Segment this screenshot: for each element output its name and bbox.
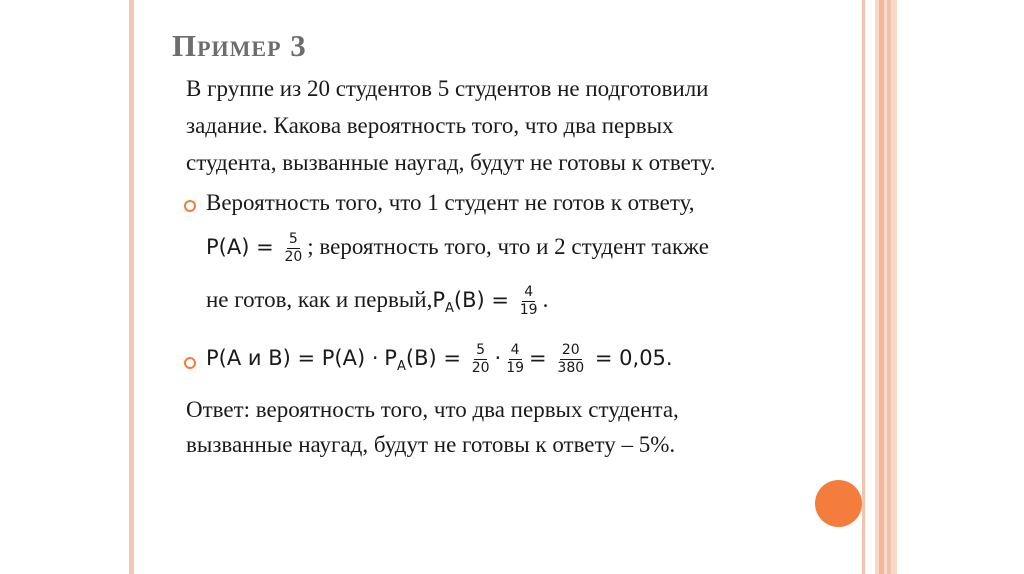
bullet-1-line-3-end: .	[542, 287, 549, 313]
fraction-5-20: $\frac{5}{20}$	[284, 231, 303, 266]
problem-line-2: задание. Какова вероятность того, что два первых	[186, 113, 674, 138]
bullet-1-line-3-text: не готов, как и первый,	[206, 287, 433, 313]
fraction-4-19-b: $\frac{4}{19}$	[506, 342, 525, 377]
fraction-20-380: $\frac{20}{380}$	[557, 342, 585, 377]
bullet-1-line-3	[206, 285, 548, 319]
problem-line-1: В группе из 20 студентов 5 студентов не подготовили	[186, 76, 709, 101]
formula-pab-sub: A	[445, 301, 454, 317]
formula-result: = 0,05.	[594, 346, 673, 371]
bullet-1-icon	[184, 200, 196, 212]
formula-pab-rest: (B) =	[453, 288, 509, 313]
formula-product-pb: (B) =	[405, 346, 461, 371]
right-border-stripe	[862, 0, 865, 574]
bullet-2-icon	[184, 357, 196, 369]
decorative-circle	[815, 480, 862, 527]
right-border-stripe-inner	[879, 0, 884, 574]
left-border-stripe	[129, 0, 134, 574]
right-border-stripe-inner-2	[887, 0, 891, 574]
multiply-dot: ·	[494, 346, 502, 371]
bullet-1-line-1: Вероятность того, что 1 студент не готов к ответу,	[206, 190, 695, 215]
equals-sign: =	[529, 346, 547, 371]
formula-product-sub: A	[396, 359, 406, 375]
formula-pa-lhs: P(A) =	[206, 235, 274, 260]
formula-product-lhs: P(A и B) = P(A) ·	[206, 346, 379, 371]
slide-title: Пример 3	[172, 28, 307, 63]
answer-line-2: вызванные наугад, будут не готовы к ответу – 5%.	[186, 432, 676, 457]
fraction-5-20-b: $\frac{5}{20}$	[471, 342, 490, 377]
bullet-1-line-2	[206, 232, 709, 266]
problem-line-3: студента, вызванные наугад, будут не готовы к ответу.	[186, 150, 716, 175]
formula-product-p: P	[384, 346, 397, 371]
bullet-2-formula	[206, 343, 673, 377]
formula-pab-p: P	[432, 288, 446, 313]
bullet-1-line-2-text: ; вероятность того, что и 2 студент также	[307, 234, 709, 260]
fraction-4-19: $\frac{4}{19}$	[519, 284, 538, 319]
answer-line-1: Ответ: вероятность того, что два первых студента,	[186, 397, 679, 422]
